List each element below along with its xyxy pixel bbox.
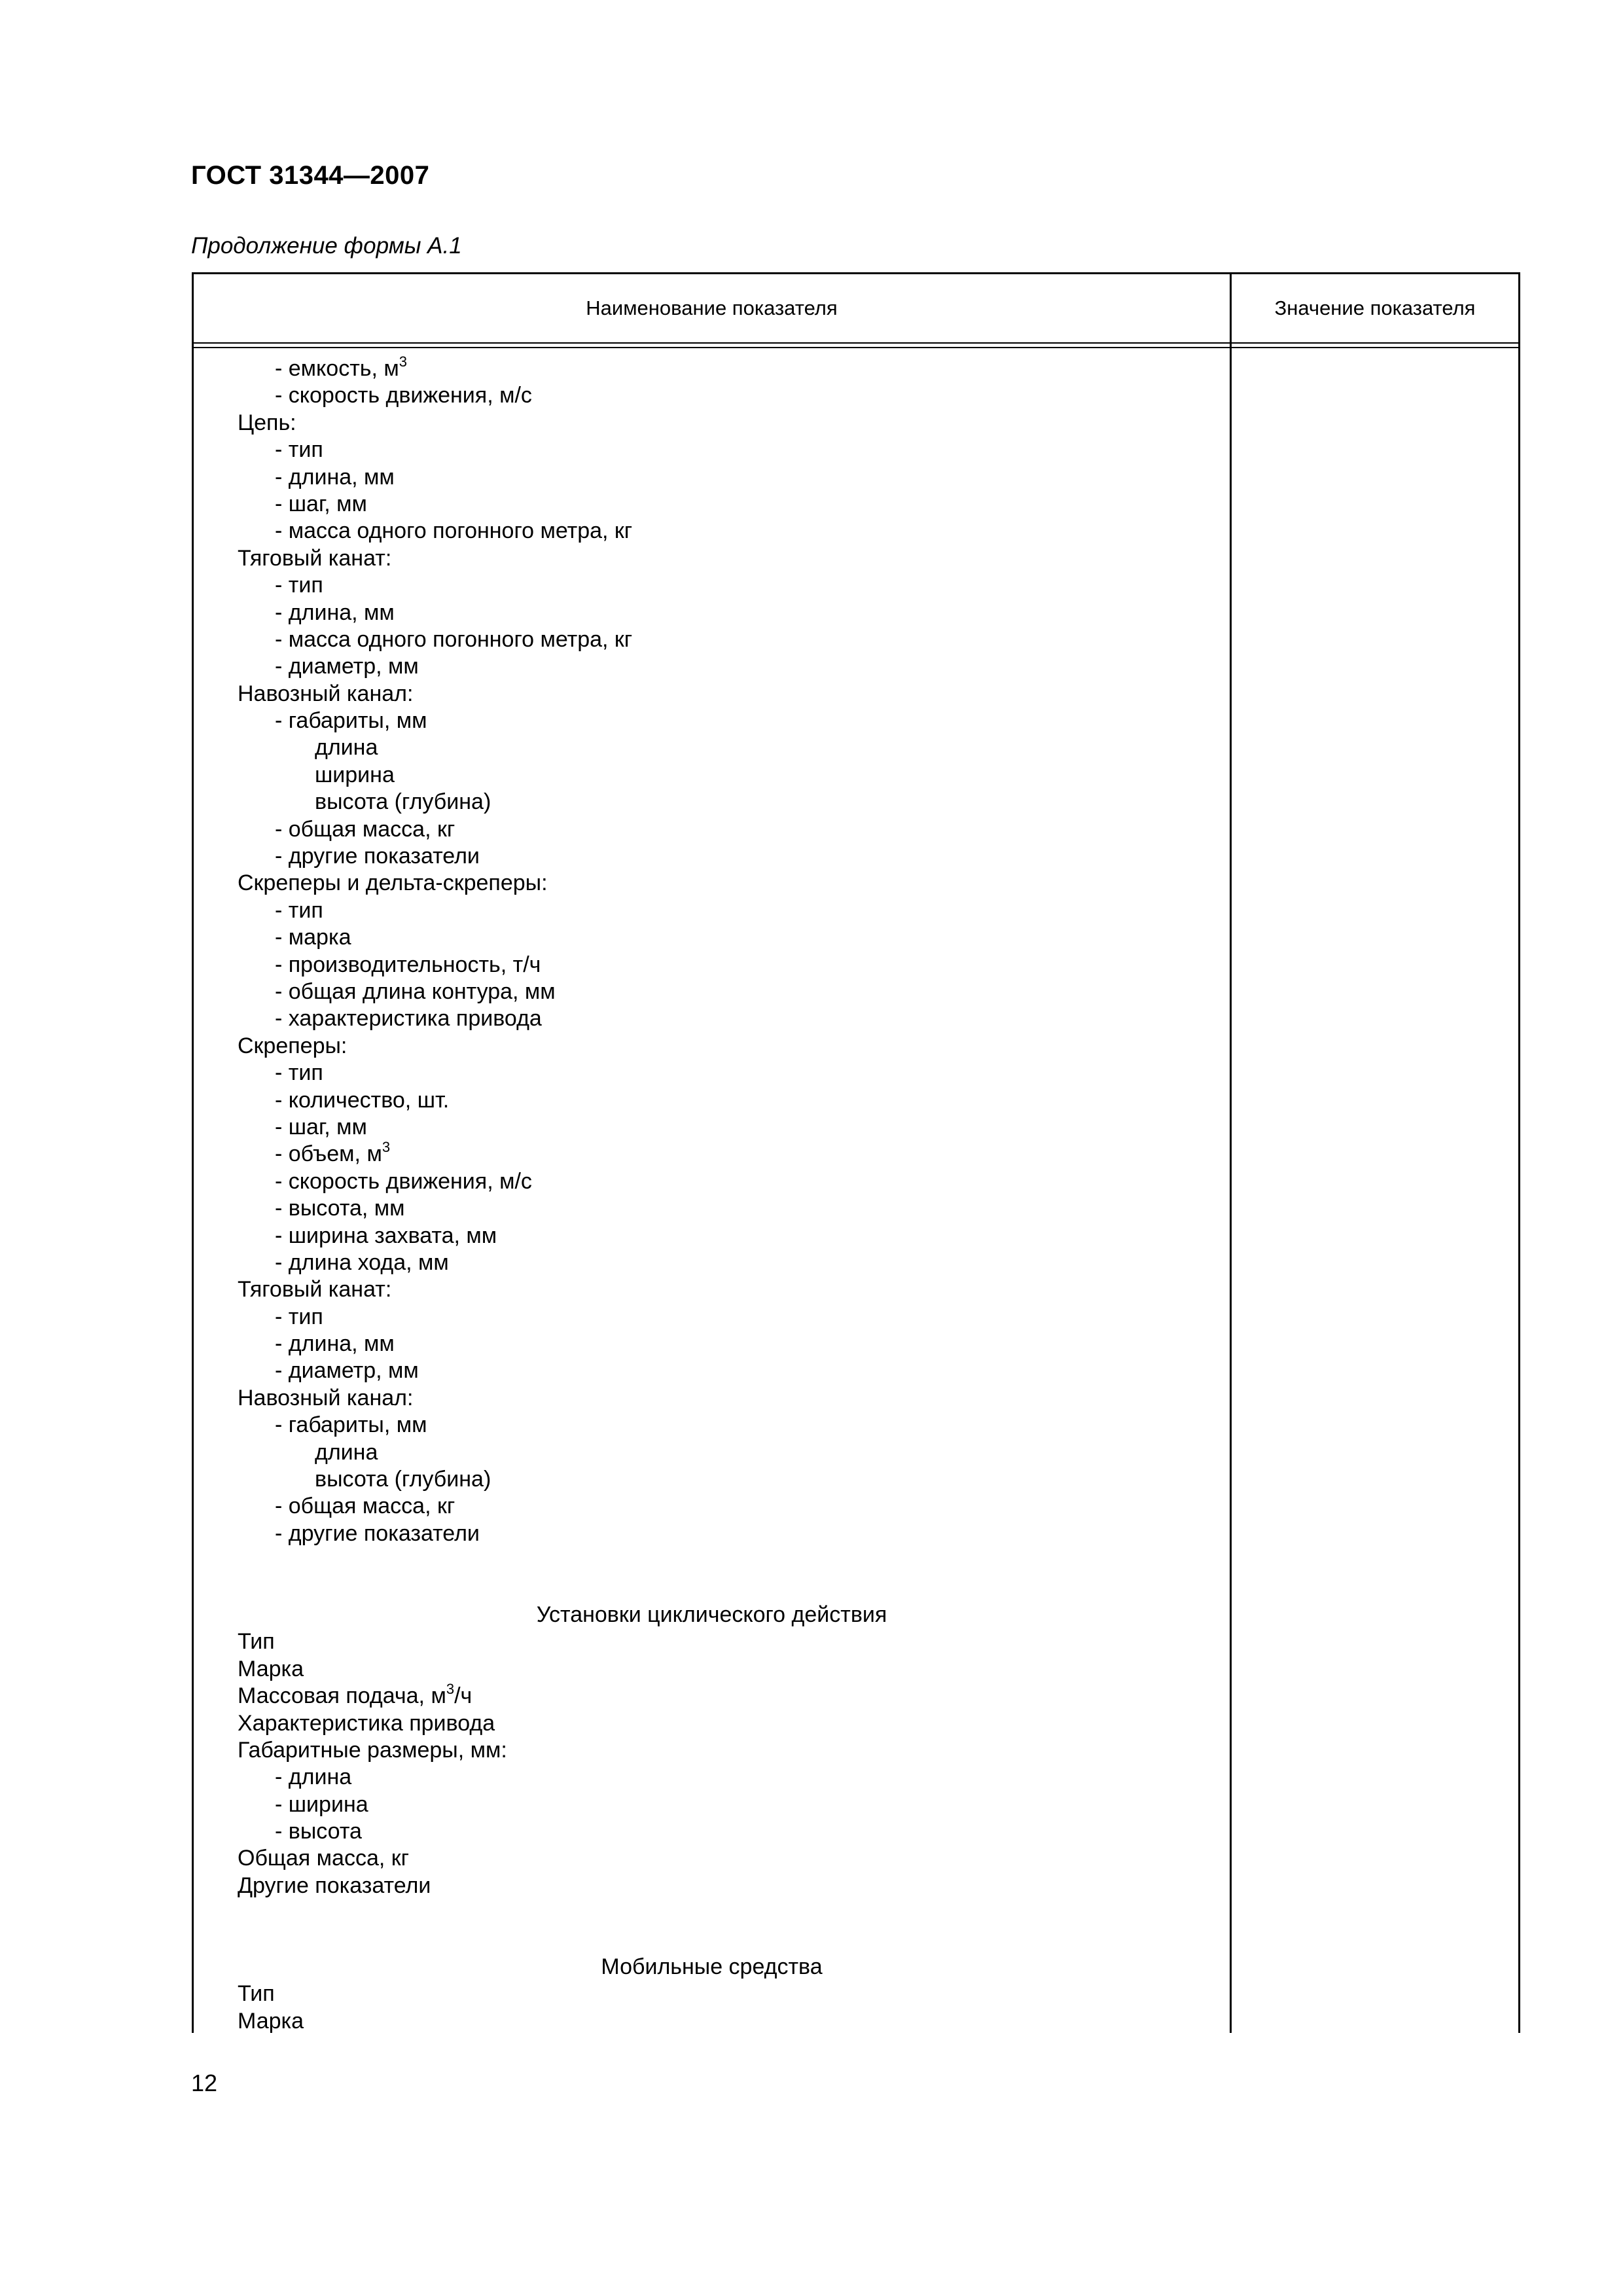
row-label: - высота [275,1819,362,1844]
table-row [194,843,1230,870]
table-header [194,274,1518,342]
table-row [194,789,1230,816]
row-label: Тип [238,1981,275,2007]
column-divider [1230,274,1232,2033]
table-row [194,1249,1230,1276]
table-row [194,708,1230,734]
row-label: - габариты, мм [275,1412,427,1438]
table-row [194,355,1230,382]
blank-row [194,1547,1230,1574]
table-row [194,1412,1230,1439]
row-label: Марка [238,2008,304,2034]
unit-superscript: 3 [446,1680,455,1697]
table-row [194,2008,1230,2035]
table-row [194,1087,1230,1114]
blank-row [194,1927,1230,1954]
row-label: Габаритные размеры, мм: [238,1737,507,1763]
table-row [194,1873,1230,1899]
table-row [194,762,1230,789]
unit-superscript: 3 [382,1139,391,1155]
table-row [194,1276,1230,1303]
header-divider [194,342,1518,344]
table-row [194,897,1230,924]
column-header-value: Значение показателя [1274,296,1476,319]
table-row [194,1737,1230,1764]
table-row [194,464,1230,491]
row-label: - шаг, мм [275,491,367,516]
row-label: - характеристика привода [275,1006,542,1031]
table-row [194,1304,1230,1331]
table-row [194,1493,1230,1520]
table-row [194,1628,1230,1655]
row-label: - длина хода, мм [275,1249,449,1275]
table-row [194,952,1230,978]
table-row [194,1168,1230,1195]
row-label: - ширина захвата, мм [275,1223,497,1248]
row-label: - диаметр, мм [275,1358,419,1384]
table-row [194,545,1230,572]
row-label: - тип [275,573,323,598]
table-row [194,1005,1230,1032]
table-row [194,1195,1230,1222]
row-label: - марка [275,925,351,950]
table-row [194,572,1230,599]
table-row [194,1114,1230,1141]
page-number: 12 [191,2070,218,2096]
row-label: - производительность, т/ч [275,952,541,977]
table-row [194,1141,1230,1168]
table-row [194,978,1230,1005]
table-row [194,924,1230,951]
table-row [194,734,1230,761]
table-row [194,382,1230,409]
section-heading: Мобильные средства [601,1954,823,1980]
table-row [194,653,1230,680]
row-label: - высота, мм [275,1196,405,1221]
row-label: длина [315,735,378,761]
table-row [194,1818,1230,1845]
row-label: - общая длина контура, мм [275,978,556,1004]
row-label: - длина, мм [275,464,395,490]
row-label: - длина, мм [275,600,395,625]
row-label: Навозный канал: [238,681,414,706]
row-label: - габариты, мм [275,708,427,734]
table-row [194,1845,1230,1872]
row-label: Тяговый канат: [238,1277,392,1302]
table-row [194,1385,1230,1412]
table-row [194,1791,1230,1818]
table-row [194,518,1230,545]
row-label: Скреперы: [238,1033,348,1058]
row-label: - объем, м [275,1141,382,1167]
row-label: высота (глубина) [315,1467,491,1492]
indicator-table [192,272,1520,2033]
table-row [194,600,1230,626]
table-row [194,1981,1230,2007]
table-row [194,1656,1230,1683]
row-label: - количество, шт. [275,1087,450,1113]
row-label: - диаметр, мм [275,654,419,679]
row-label: - тип [275,1060,323,1086]
table-row [194,1331,1230,1357]
row-label: Скреперы и дельта-скреперы: [238,870,548,896]
row-label: Марка [238,1656,304,1681]
table-row [194,870,1230,897]
row-label: Тип [238,1629,275,1655]
row-label: высота (глубина) [315,789,491,815]
row-label: длина [315,1439,378,1465]
table-row [194,681,1230,708]
unit-superscript: 3 [399,353,408,370]
document-header: ГОСТ 31344—2007 [191,161,430,190]
row-label: - масса одного погонного метра, кг [275,518,633,544]
table-row [194,410,1230,437]
row-label: - тип [275,437,323,463]
form-caption: Продолжение формы А.1 [191,233,462,259]
row-label: - тип [275,1304,323,1329]
row-label: ширина [315,762,395,787]
table-row [194,816,1230,843]
row-label: - общая масса, кг [275,816,455,842]
table-row [194,626,1230,653]
table-row [194,1060,1230,1086]
blank-row [194,1899,1230,1926]
row-label: - другие показатели [275,1520,480,1546]
table-row [194,1439,1230,1466]
row-label: - емкость, м [275,356,399,381]
header-divider-double [194,347,1518,348]
table-row [194,491,1230,518]
row-label: - скорость движения, м/с [275,1168,532,1194]
table-body [194,355,1230,2035]
blank-row [194,1575,1230,1602]
table-row [194,1466,1230,1493]
row-label: Навозный канал: [238,1385,414,1410]
section-heading: Установки циклического действия [536,1602,887,1627]
row-label: Общая масса, кг [238,1846,410,1871]
table-row [194,1680,1230,1710]
row-label: - скорость движения, м/с [275,383,532,408]
row-label: - масса одного погонного метра, кг [275,626,633,652]
row-label: Тяговый канат: [238,545,392,571]
column-header-name: Наименование показателя [586,296,838,319]
row-label: - тип [275,897,323,923]
row-label: - длина [275,1765,352,1790]
row-label: - другие показатели [275,844,480,869]
unit-suffix: /ч [454,1683,473,1709]
row-label: Цепь: [238,410,296,435]
table-row [194,1710,1230,1737]
table-row [194,1764,1230,1791]
row-label: - ширина [275,1791,368,1817]
row-label: Массовая подача, м [238,1683,446,1709]
table-row [194,1520,1230,1547]
table-row [194,437,1230,463]
row-label: Другие показатели [238,1873,431,1898]
table-row [194,1357,1230,1384]
row-label: Характеристика привода [238,1710,495,1736]
row-label: - длина, мм [275,1331,395,1357]
row-label: - общая масса, кг [275,1494,455,1519]
table-row [194,1223,1230,1249]
row-label: - шаг, мм [275,1114,367,1139]
table-row [194,1033,1230,1060]
